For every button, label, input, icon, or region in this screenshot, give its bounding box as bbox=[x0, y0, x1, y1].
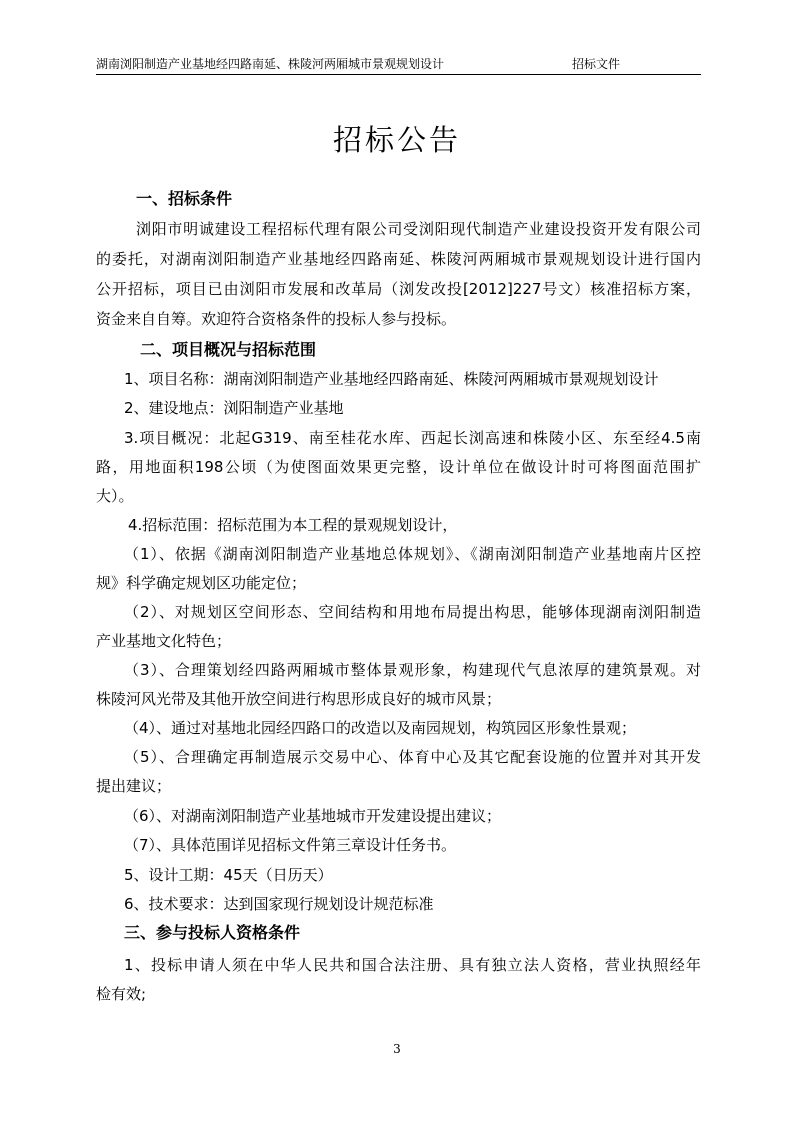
list-item: 5、设计工期：45天（日历天） bbox=[124, 866, 333, 884]
list-item-continuation: 路，用地面积198公顷（为使图面效果更完整，设计单位在做设计时可将图面范围扩 bbox=[96, 458, 701, 476]
section-1-heading: 一、招标条件 bbox=[136, 189, 233, 208]
header-project-title: 湖南浏阳制造产业基地经四路南延、株陵河两厢城市景观规划设计 bbox=[96, 57, 445, 71]
sub-item-continuation: 株陵河风光带及其他开放空间进行构思形成良好的城市风景； bbox=[96, 690, 502, 708]
list-item: 6、技术要求：达到国家现行规划设计规范标准 bbox=[124, 895, 434, 913]
list-item: 4.招标范围：招标范围为本工程的景观规划设计， bbox=[128, 516, 458, 534]
paragraph-line: 资金来自自筹。欢迎符合资格条件的投标人参与投标。 bbox=[96, 310, 457, 328]
list-item: 1、项目名称：湖南浏阳制造产业基地经四路南延、株陵河两厢城市景观规划设计 bbox=[124, 370, 659, 388]
paragraph-line: 检有效; bbox=[96, 985, 147, 1003]
header-doc-type: 招标文件 bbox=[572, 57, 621, 71]
sub-item: （4）、通过对基地北园经四路口的改造以及南园规划，构筑园区形象性景观； bbox=[124, 719, 637, 737]
page-number: 3 bbox=[393, 1042, 401, 1056]
sub-item-continuation: 提出建议； bbox=[96, 777, 172, 795]
paragraph-line: 公开招标，项目已由浏阳市发展和改革局（浏发改投[2012]227号文）核准招标方案， bbox=[96, 280, 701, 298]
sub-item: （2）、对规划区空间形态、空间结构和用地布局提出构思，能够体现湖南浏阳制造 bbox=[124, 603, 701, 621]
sub-item: （5）、合理确定再制造展示交易中心、体育中心及其它配套设施的位置并对其开发 bbox=[124, 748, 701, 766]
page-title: 招标公告 bbox=[332, 123, 461, 157]
paragraph-line: 的委托，对湖南浏阳制造产业基地经四路南延、株陵河两厢城市景观规划设计进行国内 bbox=[96, 250, 701, 268]
section-2-heading: 二、项目概况与招标范围 bbox=[140, 340, 317, 359]
sub-item: （3）、合理策划经四路两厢城市整体景观形象，构建现代气息浓厚的建筑景观。对 bbox=[124, 661, 701, 679]
page-header bbox=[96, 56, 701, 75]
paragraph-line: 1、投标申请人须在中华人民共和国合法注册、具有独立法人资格，营业执照经年 bbox=[124, 956, 701, 974]
sub-item: （7）、具体范围详见招标文件第三章设计任务书。 bbox=[124, 836, 457, 854]
paragraph-line: 浏阳市明诚建设工程招标代理有限公司受浏阳现代制造产业建设投资开发有限公司 bbox=[136, 220, 701, 238]
list-item: 3.项目概况：北起G319、南至桂花水库、西起长浏高速和株陵小区、东至经4.5南 bbox=[124, 429, 701, 447]
sub-item-continuation: 产业基地文化特色； bbox=[96, 632, 232, 650]
sub-item: （1）、依据《湖南浏阳制造产业基地总体规划》、《湖南浏阳制造产业基地南片区控 bbox=[124, 545, 701, 563]
sub-item: （6）、对湖南浏阳制造产业基地城市开发建设提出建议； bbox=[124, 807, 502, 825]
section-3-heading: 三、参与投标人资格条件 bbox=[124, 923, 301, 942]
sub-item-continuation: 规》科学确定规划区功能定位； bbox=[96, 574, 307, 592]
list-item: 2、建设地点：浏阳制造产业基地 bbox=[124, 399, 344, 417]
list-item-continuation: 大）。 bbox=[96, 487, 134, 505]
